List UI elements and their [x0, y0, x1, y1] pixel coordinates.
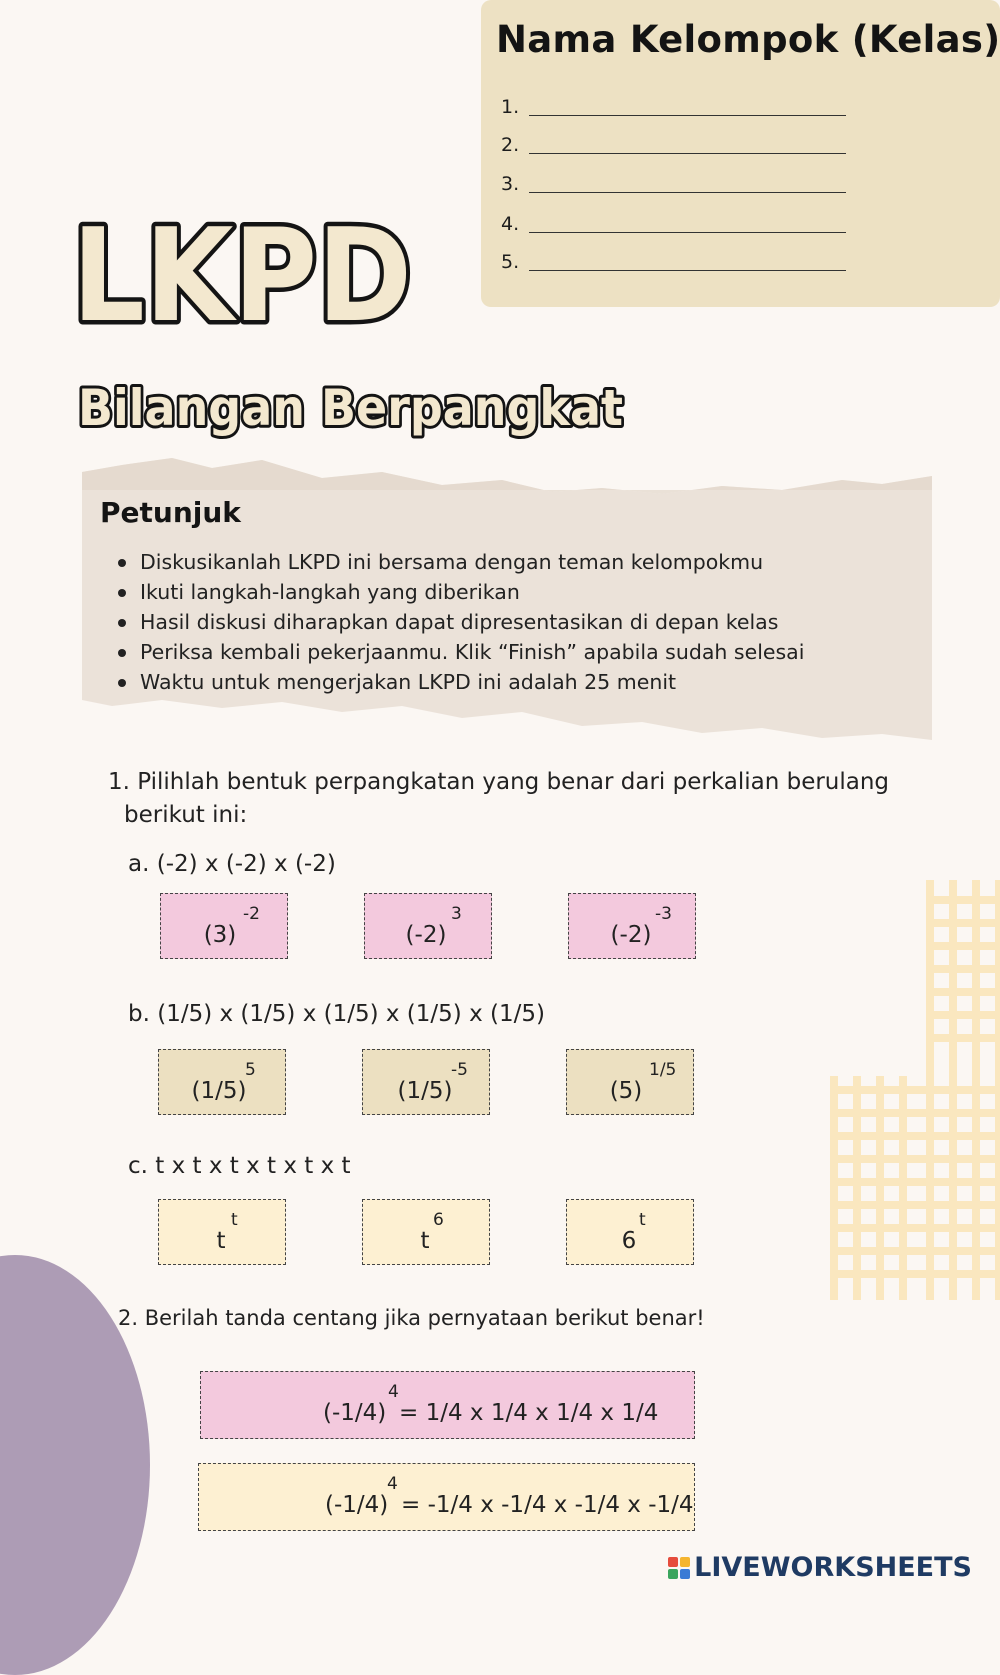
option-base: t — [216, 1228, 226, 1254]
main-title: LKPD — [72, 202, 412, 351]
instruction-item: Hasil diskusi diharapkan dapat dipresentasikan di depan kelas — [112, 607, 804, 637]
option-base: (3) — [203, 922, 237, 948]
title-block — [60, 200, 660, 450]
option-exponent: 3 — [451, 904, 462, 924]
liveworksheets-logo-icon — [668, 1557, 690, 1579]
instructions-heading: Petunjuk — [100, 496, 241, 529]
member-number: 3. — [501, 173, 520, 195]
statement-2[interactable] — [198, 1463, 695, 1531]
option-exponent: t — [231, 1210, 238, 1230]
option-base: (1/5) — [191, 1078, 247, 1104]
group-card-title: Nama Kelompok (Kelas) — [496, 18, 1000, 61]
member-number: 5. — [501, 251, 520, 273]
statement-expansion: = 1/4 x 1/4 x 1/4 x 1/4 — [399, 1400, 659, 1426]
option-exponent: 1/5 — [649, 1060, 677, 1080]
option-exponent: -5 — [451, 1060, 468, 1080]
statement-exponent: 4 — [387, 1474, 398, 1494]
option-base: (-2) — [610, 922, 652, 948]
question-1b-label: b. (1/5) x (1/5) x (1/5) x (1/5) x (1/5) — [128, 1001, 545, 1027]
instruction-item: Diskusikanlah LKPD ini bersama dengan teman kelompokmu — [112, 547, 804, 577]
member-line-1[interactable] — [501, 90, 861, 120]
member-number: 2. — [501, 134, 520, 156]
statement-1[interactable] — [200, 1371, 695, 1439]
question-1-text: 1. Pilihlah bentuk perpangkatan yang benar dari perkalian berulang — [108, 769, 890, 795]
member-blank — [529, 115, 846, 116]
option-exponent: -3 — [655, 904, 672, 924]
option-1b-1[interactable] — [158, 1049, 286, 1115]
option-1b-2[interactable] — [362, 1049, 490, 1115]
option-base: t — [420, 1228, 430, 1254]
statement-exponent: 4 — [388, 1382, 399, 1402]
statement-expansion: = -1/4 x -1/4 x -1/4 x -1/4 — [401, 1492, 694, 1518]
liveworksheets-brand — [668, 1552, 972, 1583]
statement-base: (-1/4) — [323, 1400, 387, 1426]
option-exponent: -2 — [243, 904, 260, 924]
member-line-2[interactable] — [501, 128, 861, 158]
option-1a-1[interactable] — [160, 893, 288, 959]
option-exponent: t — [639, 1210, 646, 1230]
instruction-item: Waktu untuk mengerjakan LKPD ini adalah 25 menit — [112, 667, 804, 697]
option-1b-3[interactable] — [566, 1049, 694, 1115]
option-base: (1/5) — [397, 1078, 453, 1104]
grid-decoration — [830, 880, 1000, 1300]
member-number: 1. — [501, 96, 520, 118]
subtitle: Bilangan Berpangkat — [78, 379, 623, 437]
option-base: (5) — [609, 1078, 643, 1104]
member-line-3[interactable] — [501, 167, 861, 197]
option-exponent: 5 — [245, 1060, 256, 1080]
option-1c-3[interactable] — [566, 1199, 694, 1265]
member-number: 4. — [501, 213, 520, 235]
option-1c-1[interactable] — [158, 1199, 286, 1265]
question-1a-label: a. (-2) x (-2) x (-2) — [128, 851, 336, 877]
option-1c-2[interactable] — [362, 1199, 490, 1265]
option-base: (-2) — [405, 922, 447, 948]
question-1-text-cont: berikut ini: — [124, 802, 248, 828]
member-blank — [529, 192, 846, 193]
instruction-item: Periksa kembali pekerjaanmu. Klik “Finish” apabila sudah selesai — [112, 637, 804, 667]
option-1a-3[interactable] — [568, 893, 696, 959]
instruction-item: Ikuti langkah-langkah yang diberikan — [112, 577, 804, 607]
option-exponent: 6 — [433, 1210, 444, 1230]
instructions-list — [112, 547, 804, 697]
option-base: 6 — [621, 1228, 637, 1254]
member-blank — [529, 153, 846, 154]
brand-name: LIVEWORKSHEETS — [694, 1552, 972, 1583]
question-1c-label: c. t x t x t x t x t x t — [128, 1153, 351, 1179]
statement-base: (-1/4) — [325, 1492, 389, 1518]
question-2-text: 2. Berilah tanda centang jika pernyataan berikut benar! — [118, 1306, 705, 1330]
option-1a-2[interactable] — [364, 893, 492, 959]
